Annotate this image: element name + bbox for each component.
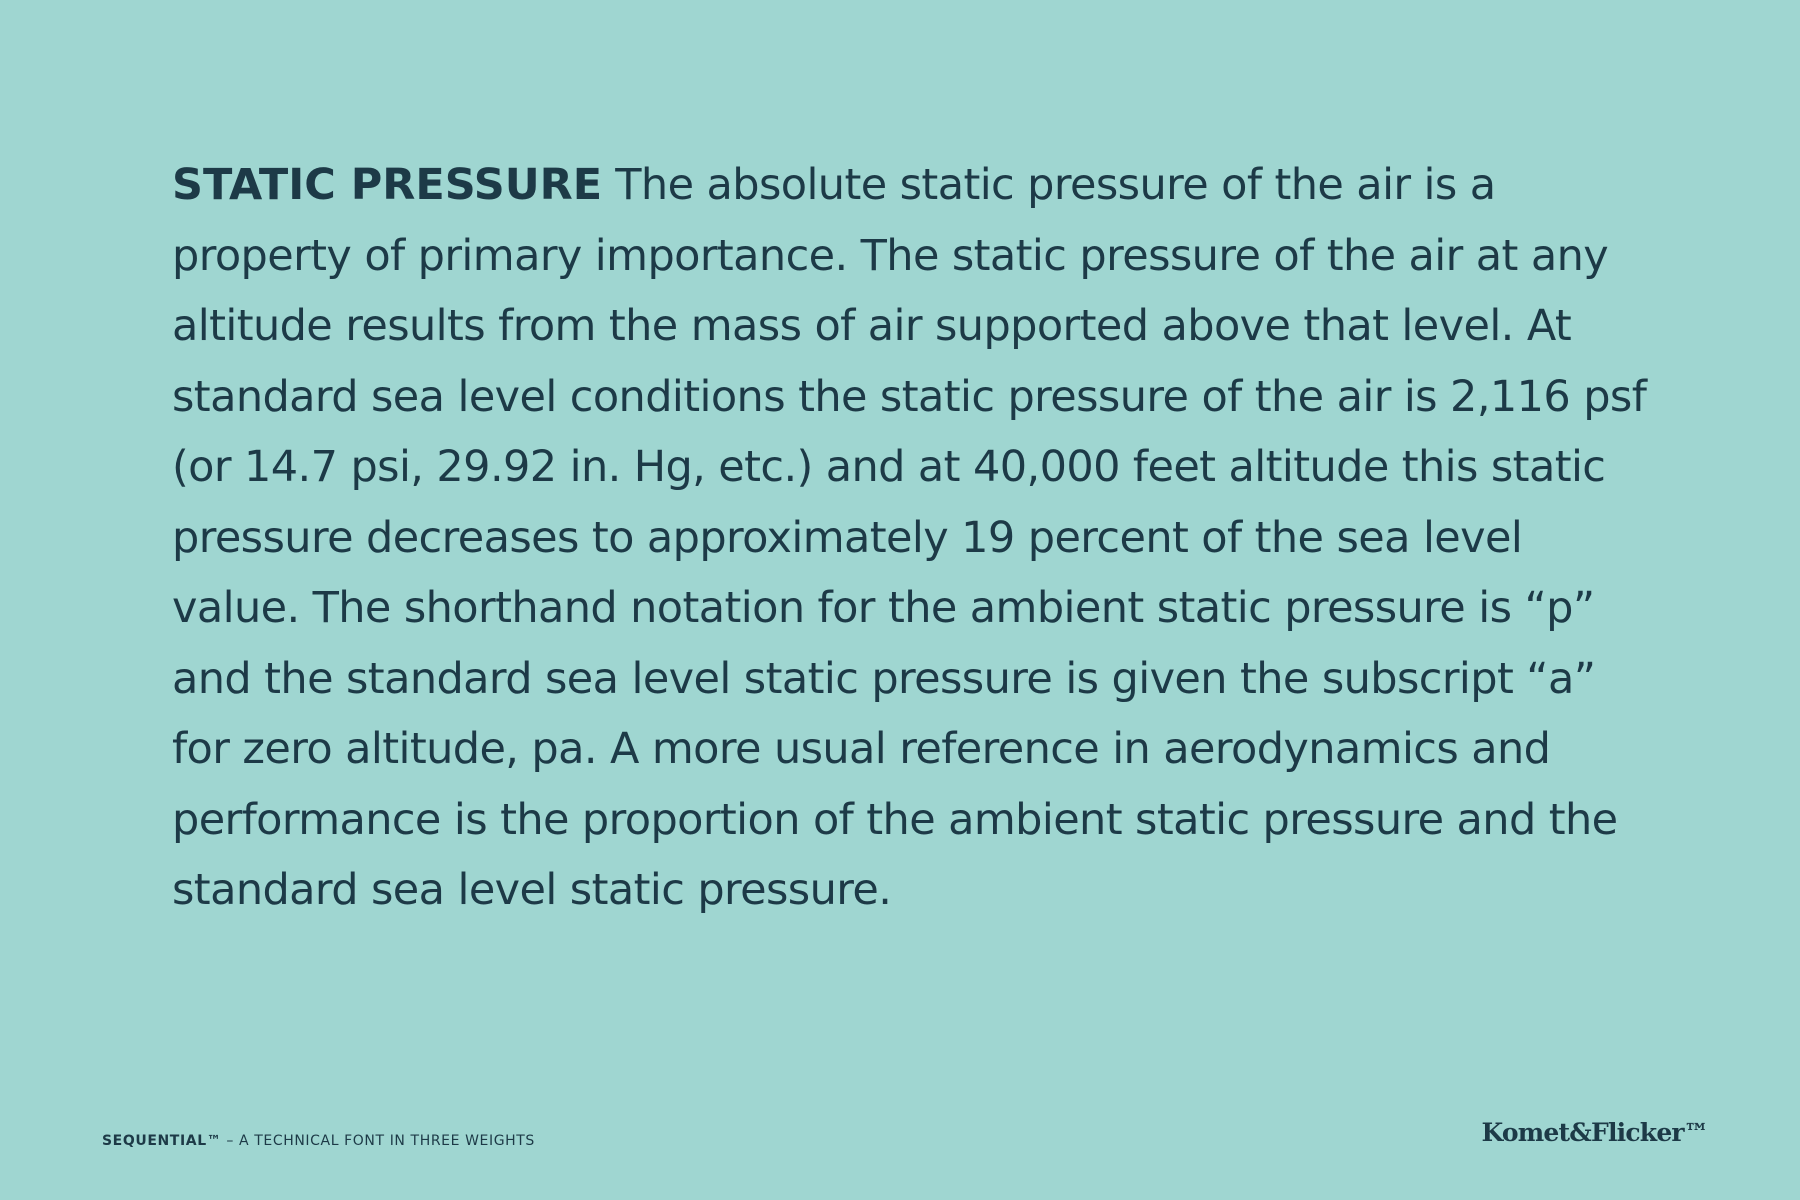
- specimen-body-text: The absolute static pressure of the air is a property of primary importance. The static pressure of the air at any altitude results from the mass of air supported above that level. At standard sea level conditions the static pressure of the air is 2,116 psf (or 14.7 psi, 29.92 in. Hg, etc.) and at 40,000 feet altitude this static pressure decreases to approximately 19 percent of the sea level value. The shorthand notation for the ambient static pressure is “p” and the standard sea level static pressure is given the subscript “a” for zero altitude, pa. A more usual reference in aerodynamics and performance is the proportion of the ambient static pressure and the standard sea level static pressure.: [172, 160, 1647, 915]
- font-tagline: – A TECHNICAL FONT IN THREE WEIGHTS: [221, 1133, 535, 1149]
- specimen-heading: STATIC PRESSURE: [172, 160, 603, 210]
- specimen-paragraph: [172, 150, 1652, 926]
- footer-caption: [102, 1133, 535, 1149]
- foundry-logo: Komet&Flicker™: [1481, 1118, 1708, 1147]
- font-name: SEQUENTIAL™: [102, 1133, 222, 1149]
